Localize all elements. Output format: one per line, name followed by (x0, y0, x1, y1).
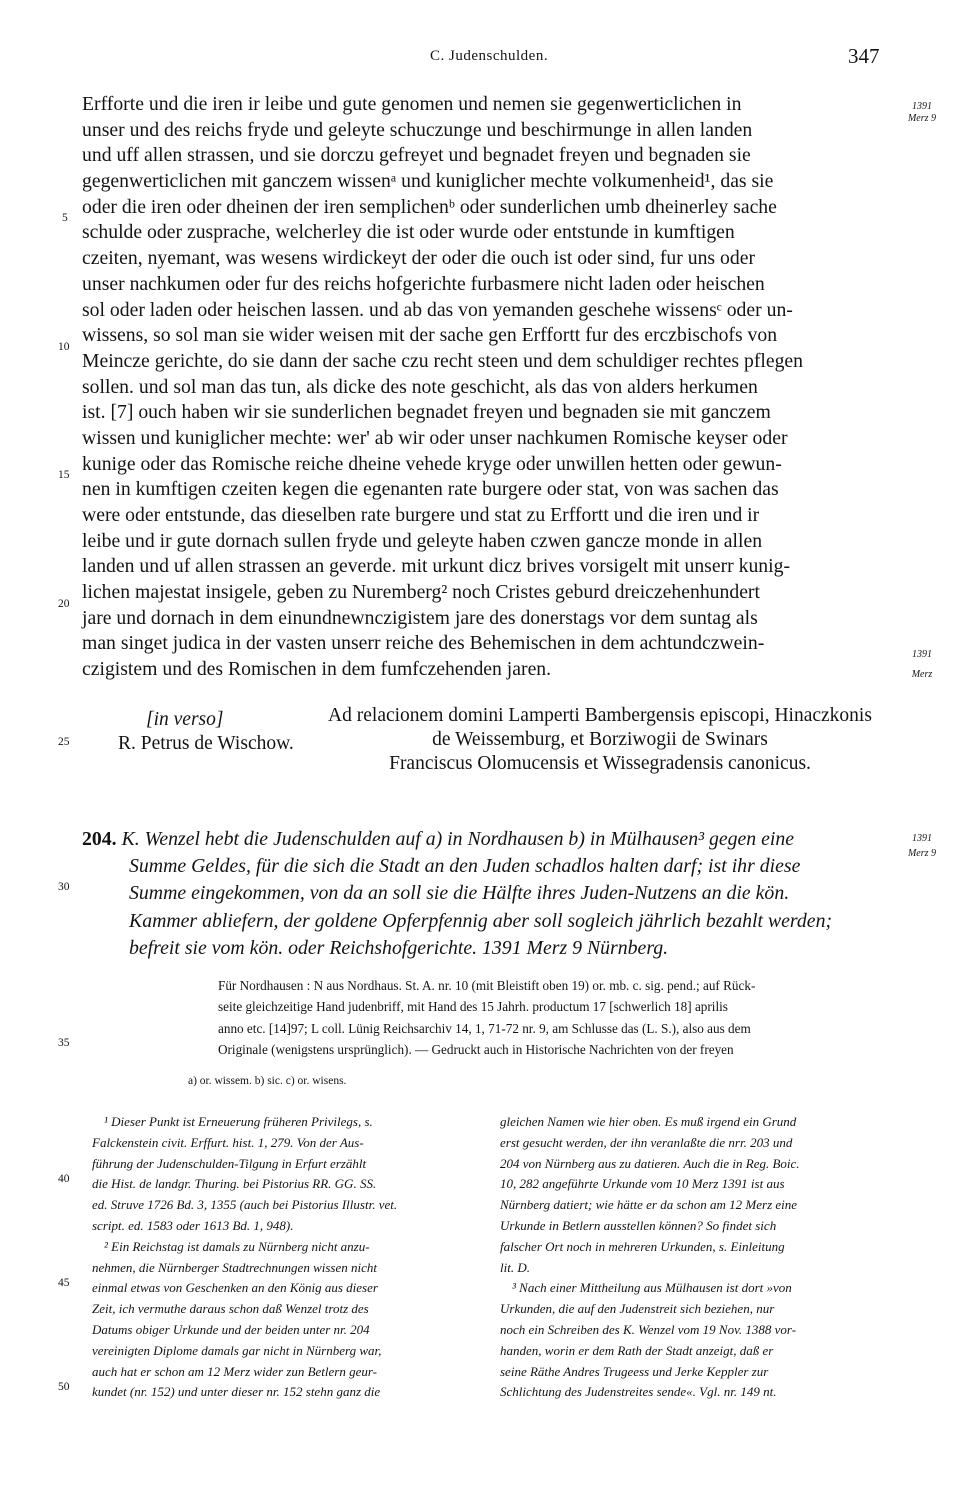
body-line: sol oder laden oder heischen lassen. und ab das von yemanden geschehe wissensᶜ oder un- (82, 298, 793, 321)
body-line: unser nachkumen oder fur des reichs hofgerichte furbasmere nicht laden oder heischen (82, 272, 765, 295)
footnote-line: vereinigten Diplome damals gar nicht in Nürnberg war, (92, 1342, 382, 1358)
footnote-line: erst gesucht werden, der ihn veranlaßte die nrr. 203 und (500, 1134, 793, 1150)
body-line: jare und dornach in dem einundnewnczigistem jare des donerstags vor dem suntag als (82, 606, 758, 629)
footnote-line: Falckenstein civit. Erffurt. hist. 1, 279. Von der Aus- (92, 1134, 364, 1150)
footnote-line: Urkunden, die auf den Judenstreit sich beziehen, nur (500, 1301, 775, 1317)
signature-right (300, 704, 900, 776)
signature-left (118, 708, 294, 756)
footnote-line: Schlichtung des Judenstreites sende«. Vgl. nr. 149 nt. (500, 1384, 777, 1400)
body-line: were oder entstunde, das dieselben rate burgere und stat zu Erffortt und die iren und ir (82, 504, 760, 526)
footnote-line: lit. D. (500, 1259, 530, 1275)
body-line: Erfforte und die iren ir leibe und gute genomen und nemen sie gegenwerticlichen in (82, 93, 742, 115)
relation-line: Franciscus Olomucensis et Wissegradensis canonicus. (389, 753, 811, 774)
line-number: 40 (58, 1173, 70, 1185)
body-line: unser und des reichs fryde und geleyte schuczunge und beschirmunge in allen landen (82, 118, 753, 141)
footnote-line: auch hat er schon am 12 Merz wider zun Betlern geur- (92, 1363, 377, 1379)
entry-number: 204. (82, 828, 117, 850)
page-number: 347 (848, 44, 880, 68)
footnote-line: die Hist. de landgr. Thuring. bei Pistorius RR. GG. SS. (92, 1176, 377, 1192)
entry-line: Summe eingekommen, von da an soll sie die Hälfte ihres Juden-Nutzens an die kön. (129, 882, 790, 905)
entry-summary (82, 826, 882, 962)
body-line: nen in kumftigen czeiten kegen die egenanten rate burgere oder stat, von was sachen das (82, 478, 779, 501)
footnote-line: ¹ Dieser Punkt ist Erneuerung früheren Privilegs, s. (104, 1114, 373, 1129)
footnote-line: Zeit, ich vermuthe daraus schon daß Wenzel trotz des (92, 1301, 369, 1317)
line-number: 35 (58, 1037, 70, 1049)
line-number: 50 (58, 1381, 70, 1393)
body-line: gegenwerticlichen mit ganczem wissenᵃ und kuniglicher mechte volkumenheid¹, das sie (82, 170, 774, 193)
source-line: seite gleichzeitige Hand judenbriff, mit Hand des 15 Jahrh. productum 17 [schwerlich 18] aprilis (218, 999, 728, 1015)
line-number: 15 (58, 469, 70, 481)
body-line: czeiten, nyemant, was wesens wirdickeyt der oder die ouch ist oder sind, fur uns oder (82, 247, 755, 270)
source-line: Originale (wenigstens ursprünglich). — Gedruckt auch in Historische Nachrichten von der freyen (218, 1041, 734, 1057)
footnote-line: script. ed. 1583 oder 1613 Bd. 1, 948). (92, 1217, 294, 1233)
line-number: 20 (58, 598, 70, 610)
body-line: czigistem und des Romischen in dem fumfczehenden jaren. (82, 658, 552, 681)
footnote-line: handen, worin er dem Rath der Stadt anzeigt, daß er (500, 1342, 774, 1358)
footnote-line: führung der Judenschulden-Tilgung in Erfurt erzählt (92, 1155, 367, 1171)
footnote-line: nehmen, die Nürnberger Stadtrechnungen wissen nicht (92, 1259, 377, 1275)
line-number: 10 (58, 341, 70, 353)
footnote-line: Datums obiger Urkunde und der beiden unter nr. 204 (92, 1321, 370, 1337)
margin-year: 1391 (912, 833, 932, 844)
body-line: wissen und kuniglicher mechte: wer' ab wir oder unser nachkumen Romische keyser oder (82, 426, 788, 449)
source-notes (218, 975, 883, 1060)
running-header: C. Judenschulden. (430, 48, 549, 64)
footnote-line: Nürnberg datiert; wie hätte er da schon am 12 Merz eine (500, 1197, 798, 1213)
footnote-line: gleichen Namen wie hier oben. Es muß irgend ein Grund (500, 1114, 797, 1129)
margin-month: Merz (911, 669, 933, 680)
relation-line: Ad relacionem domini Lamperti Bambergensis episcopi, Hinaczkonis (328, 705, 872, 726)
margin-year: 1391 (912, 101, 932, 112)
signatory-name: R. Petrus de Wischow. (118, 733, 294, 754)
footnote-line: 204 von Nürnberg aus zu datieren. Auch die in Reg. Boic. (500, 1155, 800, 1171)
line-number: 45 (58, 1277, 70, 1289)
footnote-line: noch ein Schreiben des K. Wenzel vom 19 Nov. 1388 vor- (500, 1321, 797, 1337)
margin-year: 1391 (912, 649, 932, 660)
footnote-line: einmal etwas von Geschenken an den König aus dieser (92, 1280, 378, 1296)
relation-line: de Weissemburg, et Borziwogii de Swinars (432, 729, 768, 750)
body-line: oder die iren oder dheinen der iren semplichenᵇ oder sunderlichen umb dheinerley sache (82, 195, 777, 218)
footnote-line: ³ Nach einer Mittheilung aus Mülhausen ist dort »von (512, 1280, 792, 1296)
source-line: Für Nordhausen : N aus Nordhaus. St. A. nr. 10 (mit Bleistift oben 19) or. mb. c. sig. pend.; auf Rück- (218, 978, 756, 993)
body-line: wissens, so sol man sie wider weisen mit der sache gen Erffortt fur des erczbischofs von (82, 324, 778, 347)
body-line: sollen. und sol man das tun, als dicke des note geschicht, als das von alders herkumen (82, 375, 758, 398)
footnote-line: ² Ein Reichstag ist damals zu Nürnberg nicht anzu- (104, 1238, 370, 1254)
footnote-line: ed. Struve 1726 Bd. 3, 1355 (auch bei Pistorius Illustr. vet. (92, 1197, 398, 1213)
body-line: schulde oder zusprache, welcherley die ist oder wurde oder entstunde in kumftigen (82, 221, 735, 244)
footnote-line: Urkunde in Betlern ausstellen können? So findet sich (500, 1217, 777, 1233)
source-line: anno etc. [14]97; L coll. Lünig Reichsarchiv 14, 1, 71-72 nr. 9, am Schlusse das (L. S.), also aus dem (218, 1020, 751, 1036)
body-line: kunige oder das Romische reiche dheine vehede kryge oder unwillen hetten oder gewun- (82, 452, 782, 475)
footnote-line: 10, 282 angeführte Urkunde vom 10 Merz 1391 ist aus (500, 1176, 785, 1192)
footnotes-right (500, 1112, 892, 1403)
body-line: lichen majestat insigele, geben zu Nuremberg² noch Cristes geburd dreiczehenhundert (82, 581, 760, 604)
entry-line: Kammer abliefern, der goldene Opferpfennig aber soll sogleich jährlich bezahlt werden; (129, 909, 833, 932)
footnote-line: kundet (nr. 152) und unter dieser nr. 152 stehn ganz die (92, 1384, 381, 1400)
margin-date: Merz 9 (907, 113, 937, 124)
body-line: und uff allen strassen, und sie dorczu gefreyet und begnadet freyen und begnaden sie (82, 144, 751, 167)
line-number: 25 (58, 736, 70, 748)
entry-line: befreit sie vom kön. oder Reichshofgerichte. 1391 Merz 9 Nürnberg. (129, 936, 669, 959)
body-line: landen und uf allen strassen an geverde. mit urkunt dicz brives vorsigelt mit unserr kunig- (82, 555, 791, 578)
footnotes-left (92, 1112, 484, 1403)
footnote-line: seine Räthe Andres Trugeess und Jerke Keppler zur (500, 1363, 769, 1379)
entry-line: Summe Geldes, für die sich die Stadt an den Juden schadlos halten darf; ist ihr diese (129, 855, 801, 878)
body-line: Meincze gerichte, do sie dann der sache czu recht steen und dem schuldiger rechtes pflegen (82, 349, 804, 372)
entry-line: K. Wenzel hebt die Judenschulden auf a) in Nordhausen b) in Mülhausen³ gegen eine (121, 828, 795, 850)
variant-readings: a) or. wissem. b) sic. c) or. wisens. (188, 1075, 347, 1087)
footnote-line: falscher Ort noch in mehreren Urkunden, s. Einleitung (500, 1238, 785, 1254)
line-number: 5 (62, 212, 68, 224)
line-number: 30 (58, 881, 70, 893)
body-line: man singet judica in der vasten unserr reiche des Behemischen in dem achtundczwein- (82, 632, 765, 655)
body-line: leibe und ir gute dornach sullen fryde und geleyte haben czwen gancze monde in allen (82, 529, 763, 552)
verso-note: [in verso] (146, 709, 224, 730)
document-body (82, 92, 882, 683)
body-line: ist. [7] ouch haben wir sie sunderlichen begnadet freyen und begnaden sie mit ganczem (82, 401, 771, 424)
margin-date: Merz 9 (907, 848, 937, 859)
